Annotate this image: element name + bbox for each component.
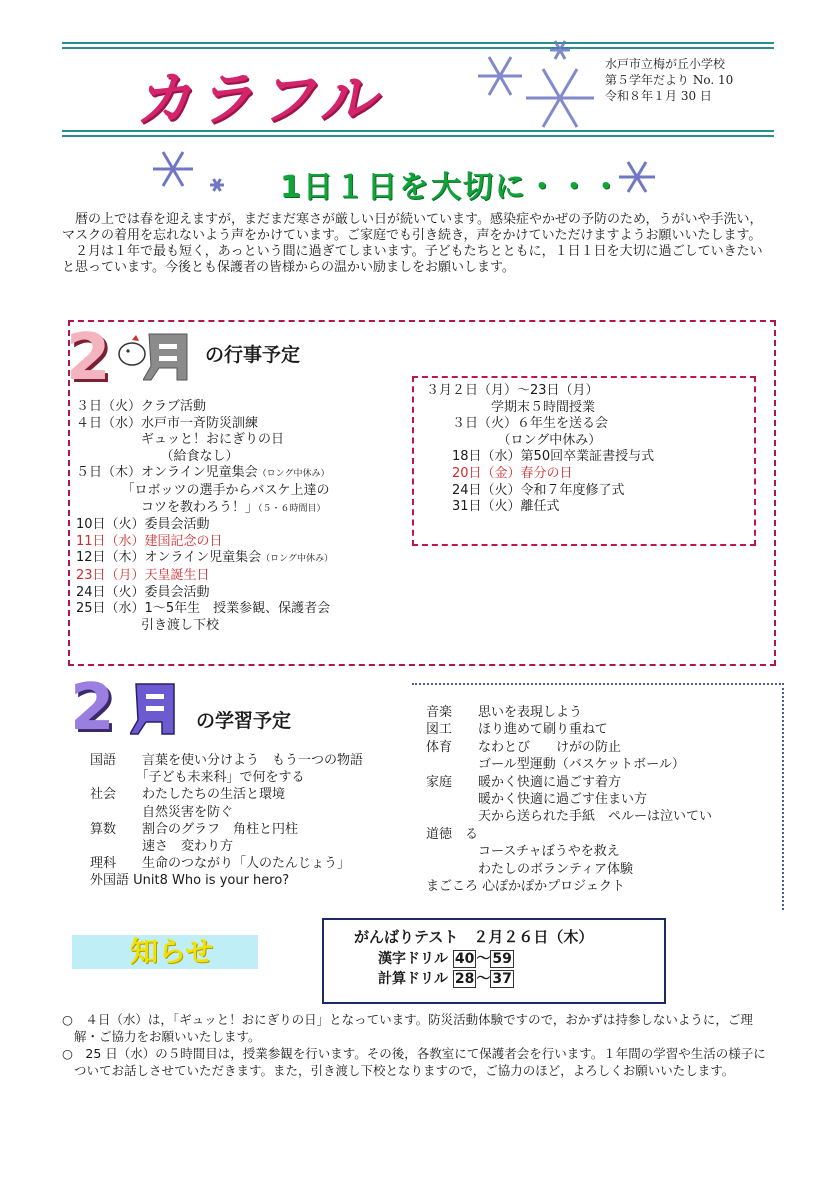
- school-info: [605, 56, 733, 104]
- march-event-item: ３日（火）６年生を送る会: [426, 416, 609, 432]
- march-event-item: （ロング中休み）: [426, 432, 602, 448]
- kanji-drill-row: [378, 948, 514, 968]
- note-2: ○ 25 日（水）の５時間目は，授業参観を行います。その後，各教室にて保護者会を行います。１年間の学習や生活の様子についてお話しさせていただきます。また，引き渡し下校となりますので，ご協力のほど，よろしくお願いいたします。: [62, 1046, 766, 1078]
- event-note: （ロング中休み）: [257, 469, 330, 480]
- notes: [62, 1012, 774, 1080]
- event-item: 23日（月）天皇誕生日: [76, 567, 210, 583]
- study-item: まごころ 心ぽかぽかプロジェクト: [426, 879, 625, 895]
- test-box: [322, 918, 666, 1004]
- march-events-list: [426, 383, 746, 516]
- keisan-drill-row: [378, 968, 514, 988]
- kanji-drill-label: 漢字ドリル: [378, 951, 448, 967]
- keisan-drill-end: 37: [492, 971, 512, 987]
- study-item: 天から送られた手紙 ペルーは泣いてい: [426, 809, 713, 825]
- intro-paragraph-2: ２月は１年で最も短く，あっという間に過ぎてしまいます。子どもたちとともに，１日１日を大切に過ごしていきたいと思っています。今後とも保護者の皆様からの温かい励ましをお願いします。: [62, 244, 763, 275]
- march-event-item: 24日（火）令和７年度修了式: [426, 482, 625, 498]
- study-item: 外国語 Unit8 Who is your hero?: [90, 873, 290, 889]
- march-event-item: 31日（火）離任式: [426, 499, 560, 515]
- study-item: 速さ 変わり方: [90, 839, 234, 855]
- issue-date: 令和８年１月 30 日: [605, 89, 712, 103]
- study-item: 家庭 暖かく快適に過ごす着方: [426, 774, 622, 790]
- study-item: 暖かく快適に過ごす住まい方: [426, 792, 648, 808]
- event-item: 引き渡し下校: [76, 617, 220, 633]
- newsletter-title: カラフル: [133, 65, 391, 133]
- events-title: の行事予定: [205, 344, 301, 366]
- kanji-drill-end: 59: [492, 951, 512, 967]
- keisan-drill-label: 計算ドリル: [378, 971, 448, 987]
- events-list: [76, 399, 406, 634]
- events-month-kanji-icon: [143, 330, 195, 386]
- study-item: 自然災害を防ぐ: [90, 804, 234, 820]
- study-item: コースチャぼうやを救え: [426, 844, 620, 860]
- kanji-drill-sep: ～: [476, 951, 491, 967]
- study-item: ゴール型運動（バスケットボール）: [426, 757, 685, 773]
- test-title: がんばりテスト ２月２６日（木）: [354, 928, 594, 946]
- header-rule-top-2: [62, 47, 774, 49]
- school-name: 水戸市立梅が丘小学校: [605, 57, 726, 71]
- event-item: ギュッと！おにぎりの日: [76, 432, 285, 448]
- study-month-digit: 2: [70, 671, 115, 745]
- snowflake-right-icon: [612, 155, 662, 200]
- study-item: 図工 ほり進めて刷り重ねて: [426, 722, 608, 738]
- event-item: コツを教わろう！」（５・６時間目）: [76, 499, 326, 515]
- study-item: 理科 生命のつながり「人のたんじょう」: [90, 856, 351, 872]
- event-item: ４日（水）水戸市一斉防災訓練: [76, 415, 259, 431]
- study-item: 国語 言葉を使い分けよう もう一つの物語: [90, 753, 364, 768]
- march-event-item: 18日（水）第50回卒業証書授与式: [426, 449, 655, 465]
- keisan-drill-start: 28: [454, 971, 475, 987]
- event-item: ５日（木）オンライン児童集会（ロング中休み）: [76, 465, 330, 481]
- snowflake-left-icon: [145, 145, 230, 205]
- note-1: ○ ４日（水）は，「ギュッと！おにぎりの日」となっています。防災活動体験ですので，おかずは持参しないように，ご理解・ご協力をお願いいたします。: [62, 1012, 753, 1044]
- snowflake-cluster-icon: [460, 36, 610, 146]
- keisan-drill-sep: ～: [476, 971, 491, 987]
- march-event-item: ３月２日（月）～23日（月）: [426, 383, 599, 398]
- study-item: 音楽 思いを表現しよう: [426, 705, 583, 720]
- study-right-list: [426, 704, 776, 895]
- study-month-kanji-icon: [130, 680, 182, 740]
- intro-text: [62, 212, 774, 276]
- study-item: 社会 わたしたちの生活と環境: [90, 787, 286, 803]
- event-item: 25日（水）1～5年生 授業参観、保護者会: [76, 601, 331, 617]
- study-item: 「子ども未来科」で何をする: [90, 770, 305, 786]
- issue-number: 第５学年だより No. 10: [605, 73, 734, 87]
- study-title: の学習予定: [196, 710, 292, 732]
- study-item: わたしのボランティア体験: [426, 861, 633, 877]
- study-item: 算数 割合のグラフ 角柱と円柱: [90, 821, 299, 837]
- header-rule-top-1: [62, 42, 774, 44]
- event-note: （５・６時間目）: [258, 503, 326, 514]
- event-item: 10日（火）委員会活動: [76, 517, 210, 533]
- march-event-item: 学期末５時間授業: [426, 399, 596, 415]
- kanji-drill-start: 40: [454, 951, 475, 967]
- event-item: 「ロボッツの選手からバスケ上達の: [76, 482, 330, 498]
- event-item: 12日（木）オンライン児童集会（ロング中休み）: [76, 550, 333, 566]
- notice-label: 知らせ: [130, 935, 214, 968]
- study-left-list: [90, 752, 410, 890]
- event-item: 24日（火）委員会活動: [76, 584, 210, 600]
- intro-paragraph-1: 暦の上では春を迎えますが，まだまだ寒さが厳しい日が続いています。感染症やかぜの予防のため，うがいや手洗い，マスクの着用を忘れないよう声をかけています。ご家庭でも引き続き，声をかけていただけますようお願いいたします。: [62, 212, 763, 243]
- study-item: 道徳 る: [426, 826, 479, 842]
- events-month-digit: 2: [66, 321, 111, 395]
- march-event-item: 20日（金）春分の日: [426, 465, 573, 481]
- headline: 1日１日を大切に・・・: [280, 170, 623, 205]
- study-item: 体育 なわとび けがの防止: [426, 739, 622, 755]
- event-item: ３日（火）クラブ活動: [76, 399, 207, 414]
- event-note: （ロング中休み）: [261, 554, 333, 565]
- event-item: 11日（水）建国記念の日: [76, 533, 223, 549]
- event-item: （給食なし）: [76, 448, 239, 464]
